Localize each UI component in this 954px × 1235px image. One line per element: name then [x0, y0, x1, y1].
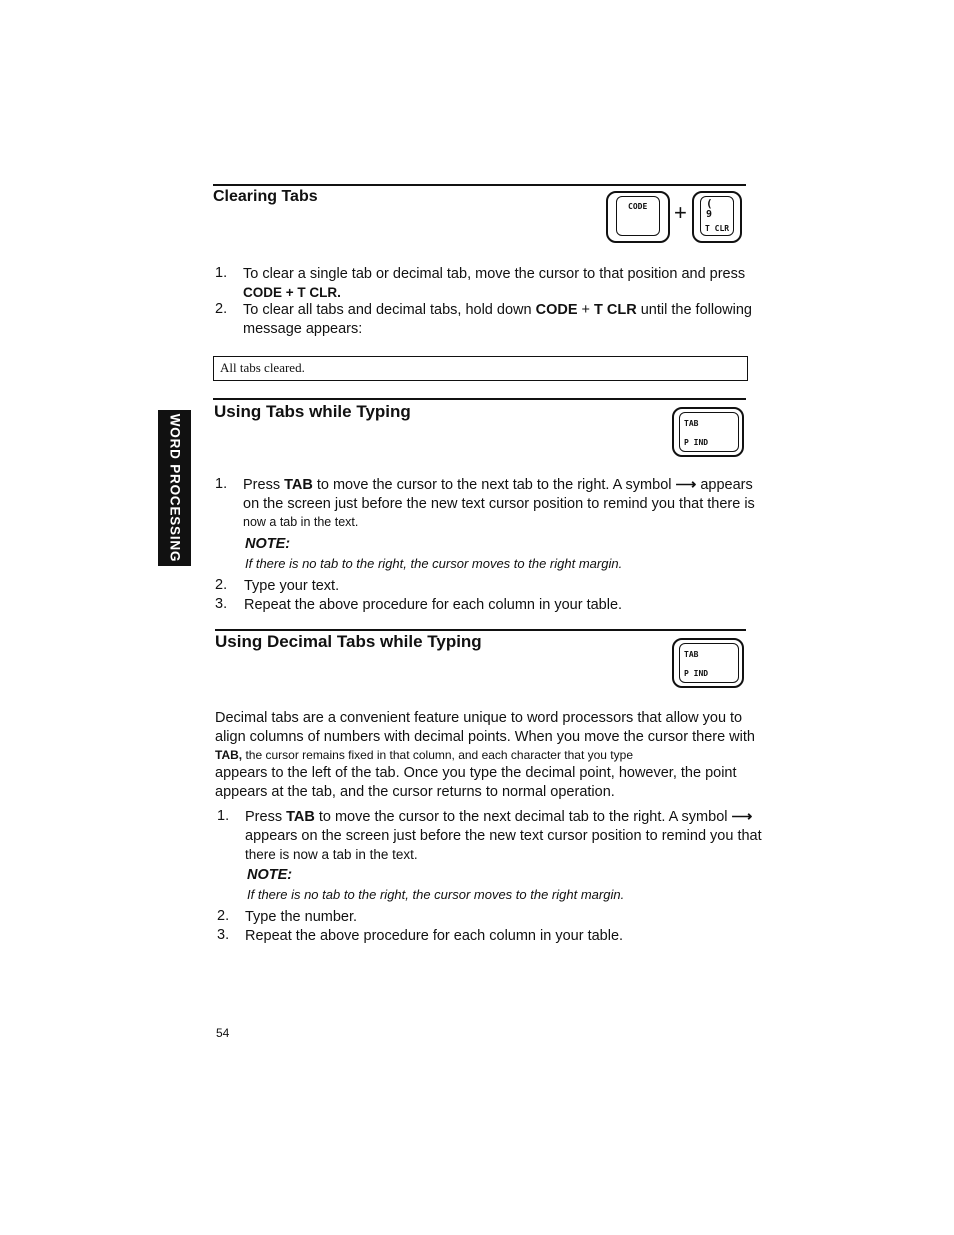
s1-item2-line1: To clear all tabs and decimal tabs, hold down CODE + T CLR until the following — [243, 302, 752, 318]
code-key-icon — [606, 191, 670, 243]
s2-item1-num: 1. — [215, 476, 228, 492]
s1-item1-num: 1. — [215, 265, 228, 281]
page-number: 54 — [216, 1026, 230, 1040]
code-key-label: CODE — [628, 202, 648, 211]
s2-item1-line1: Press TAB to move the cursor to the next tab to the right. A symbol ⟶ appears — [243, 477, 753, 493]
s1-item2-num: 2. — [215, 301, 228, 317]
s2-item1-line2: on the screen just before the new text cursor position to remind you that there is — [243, 496, 755, 512]
side-tab-label: WORD PROCESSING — [167, 413, 182, 563]
s3-note-label: NOTE: — [247, 867, 293, 883]
s1-item2-line2: message appears: — [243, 321, 363, 337]
side-section-tab — [158, 410, 191, 566]
s2-note-label: NOTE: — [245, 536, 291, 552]
s3-intro-line2: align columns of numbers with decimal points. When you move the cursor there with — [215, 729, 755, 745]
tclr-key-top: ( — [706, 197, 713, 210]
s3-item1-num: 1. — [217, 808, 230, 824]
section3-rule — [215, 629, 746, 631]
tclr-key-mid: 9 — [706, 209, 713, 220]
tclr-key-bottom: T CLR — [705, 224, 730, 233]
section3-title: Using Decimal Tabs while Typing — [215, 632, 482, 651]
section2-rule — [213, 398, 746, 400]
tclr-key-icon — [692, 191, 742, 243]
s3-item1-line3: there is now a tab in the text. — [245, 847, 418, 862]
s2-item2-num: 2. — [215, 577, 228, 593]
pind-key-label: P IND — [684, 438, 709, 447]
s3-item3-text: Repeat the above procedure for each column in your table. — [245, 928, 624, 944]
message-text: All tabs cleared. — [220, 360, 305, 375]
s3-item3-num: 3. — [217, 927, 230, 943]
section1-rule — [213, 184, 746, 186]
s2-item2-text: Type your text. — [244, 578, 340, 594]
tab-symbol-icon-2: ⟶ — [731, 809, 753, 825]
s3-intro-line3: TAB, the cursor remains fixed in that column, and each character that you type — [215, 748, 633, 762]
s3-intro-line1: Decimal tabs are a convenient feature unique to word processors that allow you to — [215, 710, 743, 726]
s1-item1-line1: To clear a single tab or decimal tab, move the cursor to that position and press — [243, 266, 746, 282]
s3-item2-text: Type the number. — [245, 909, 358, 925]
s3-note-text: If there is no tab to the right, the cursor moves to the right margin. — [247, 887, 625, 902]
s3-item1-line2: appears on the screen just before the new text cursor position to remind you that — [245, 828, 762, 844]
s3-intro-line4: appears to the left of the tab. Once you type the decimal point, however, the point — [215, 765, 737, 781]
s2-item1-line3: now a tab in the text. — [243, 515, 359, 529]
section2-title: Using Tabs while Typing — [214, 402, 411, 421]
s2-item3-text: Repeat the above procedure for each column in your table. — [244, 597, 623, 613]
s3-intro-line5: appears at the tab, and the cursor returns to normal operation. — [215, 784, 615, 800]
tab-pind-key-icon — [672, 407, 744, 457]
s2-note-text: If there is no tab to the right, the cursor moves to the right margin. — [245, 556, 623, 571]
tab-pind-key-icon-2 — [672, 638, 744, 688]
s3-item1-line1: Press TAB to move the cursor to the next decimal tab to the right. A symbol ⟶ — [245, 809, 753, 825]
tab-symbol-icon: ⟶ — [675, 477, 697, 493]
section1-title: Clearing Tabs — [213, 188, 318, 205]
s1-item1-line2: CODE + T CLR. — [243, 285, 341, 300]
tab-key-label: TAB — [684, 419, 699, 428]
pind-key-label-2: P IND — [684, 669, 709, 678]
s2-item3-num: 3. — [215, 596, 228, 612]
tab-key-label-2: TAB — [684, 650, 699, 659]
plus-sign: + — [674, 200, 687, 225]
s3-item2-num: 2. — [217, 908, 230, 924]
message-display-box — [213, 356, 748, 381]
